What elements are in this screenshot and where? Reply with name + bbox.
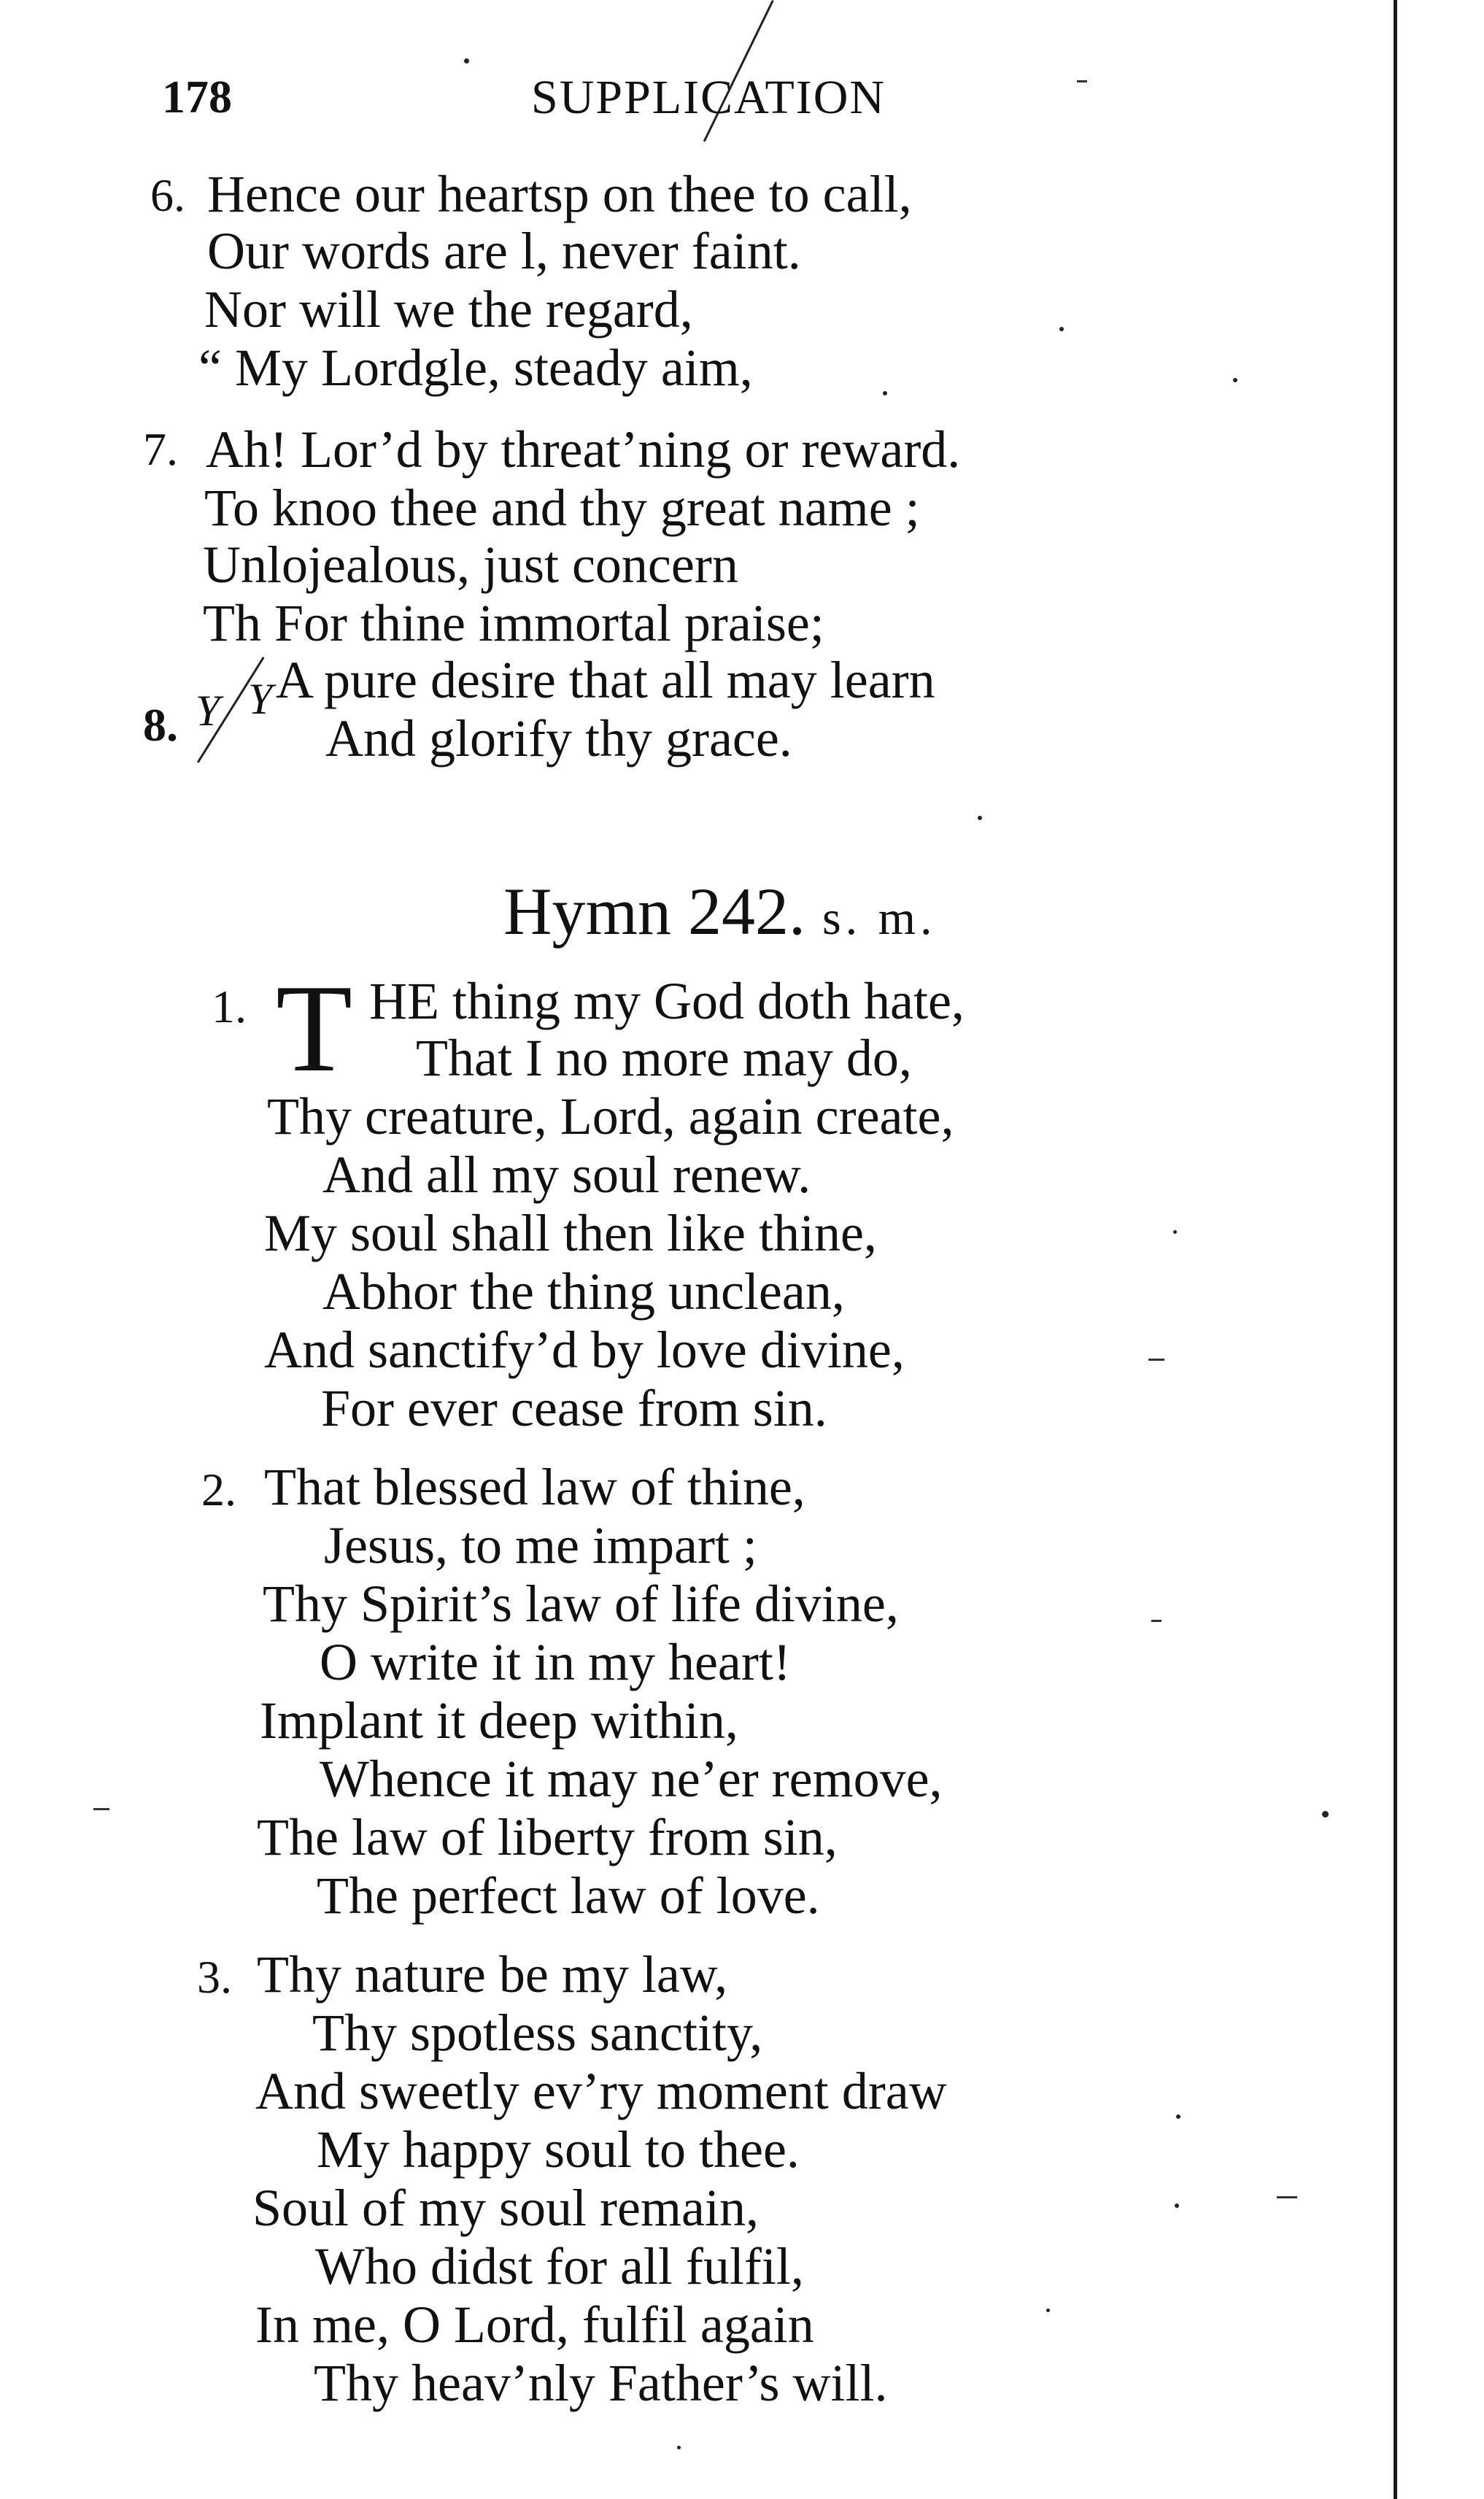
speck [1046, 2309, 1050, 2312]
hymn-number: Hymn 242. [503, 874, 805, 949]
verse-line: Abhor the thing unclean, [322, 1262, 845, 1321]
verse-line: Unlojealous, just concern [203, 536, 738, 594]
verse-line: HE thing my God doth hate, [369, 972, 965, 1030]
verse-line: “ My Lordgle, steady aim, [198, 339, 753, 397]
verse-number: 8. [143, 699, 178, 751]
hymn-meter: s. m. [822, 892, 937, 945]
speck [1059, 327, 1064, 331]
verse-line: Jesus, to me impart ; [324, 1516, 757, 1575]
page-header [0, 70, 1386, 136]
verse-line: To knoo thee and thy great name ; [204, 479, 920, 537]
verse-line: Thy Spirit’s law of life divine, [263, 1575, 899, 1633]
stanza-number: 1. [212, 981, 247, 1032]
speck [677, 2446, 681, 2449]
verse-line: In me, O Lord, fulfil again [255, 2295, 814, 2354]
verse-line: Nor will we the regard, [204, 280, 693, 339]
verse-line: For ever cease from sin. [321, 1379, 827, 1437]
speck [464, 58, 469, 63]
speck [1322, 1811, 1329, 1818]
verse-line: Who didst for all fulfil, [315, 2237, 804, 2295]
verse-line: Soul of my soul remain, [252, 2179, 759, 2237]
verse-line: And glorify thy grace. [325, 709, 792, 768]
dash-mark [1277, 2196, 1297, 2198]
verse-line: The law of liberty from sin, [257, 1808, 838, 1866]
verse-number: 7. [143, 423, 178, 475]
verse-line: My happy soul to thee. [317, 2120, 800, 2179]
verse-line: My soul shall then like thine, [264, 1204, 877, 1262]
verse-line: Implant it deep within, [260, 1691, 738, 1750]
speck [978, 816, 982, 820]
drop-cap: T [276, 959, 353, 1098]
running-head: SUPPLICATION [531, 71, 886, 124]
stanza-number: 3. [197, 1951, 232, 2003]
verse-line: Thy spotless sanctity, [312, 2004, 763, 2062]
verse-line: Thy heav’nly Father’s will. [314, 2354, 888, 2412]
page-number: 178 [162, 71, 232, 123]
verse-line: A pure desire that all may learn [276, 651, 935, 709]
verse-line: That I no more may do, [416, 1029, 912, 1087]
verse-line: And sanctify’d by love divine, [264, 1321, 905, 1379]
stanza-number: 2. [201, 1464, 236, 1515]
dash-mark [1151, 1620, 1162, 1622]
verse-line: Th For thine immortal praise; [203, 594, 824, 652]
stray-letter: Y [248, 675, 273, 723]
verse-line: Our words are l, never faint. [207, 222, 801, 280]
speck [1176, 2114, 1180, 2119]
hymn-title [503, 873, 937, 950]
verse-line: And sweetly ev’ry moment draw [255, 2062, 947, 2120]
verse-line: Hence our heartsp on thee to call, [207, 165, 912, 223]
verse-line: O write it in my heart! [320, 1633, 791, 1691]
dash-mark [93, 1808, 109, 1810]
page-edge-rule [1394, 0, 1397, 2499]
verse-line: Thy creature, Lord, again create, [267, 1087, 954, 1146]
verse-line: And all my soul renew. [322, 1146, 811, 1204]
verse-line: The perfect law of love. [317, 1866, 820, 1925]
verse-line: Ah! Lor’d by threat’ning or reward. [206, 420, 961, 479]
stray-letter: Y [196, 687, 220, 735]
verse-line: Whence it may ne’er remove, [320, 1750, 943, 1808]
verse-line: That blessed law of thine, [264, 1458, 805, 1516]
speck [1233, 378, 1237, 382]
speck [883, 391, 887, 395]
speck [1175, 2203, 1179, 2208]
verse-number: 6. [150, 169, 185, 221]
speck [1173, 1230, 1177, 1234]
verse-line: Thy nature be my law, [257, 1945, 728, 2004]
dash-mark [1148, 1359, 1164, 1361]
